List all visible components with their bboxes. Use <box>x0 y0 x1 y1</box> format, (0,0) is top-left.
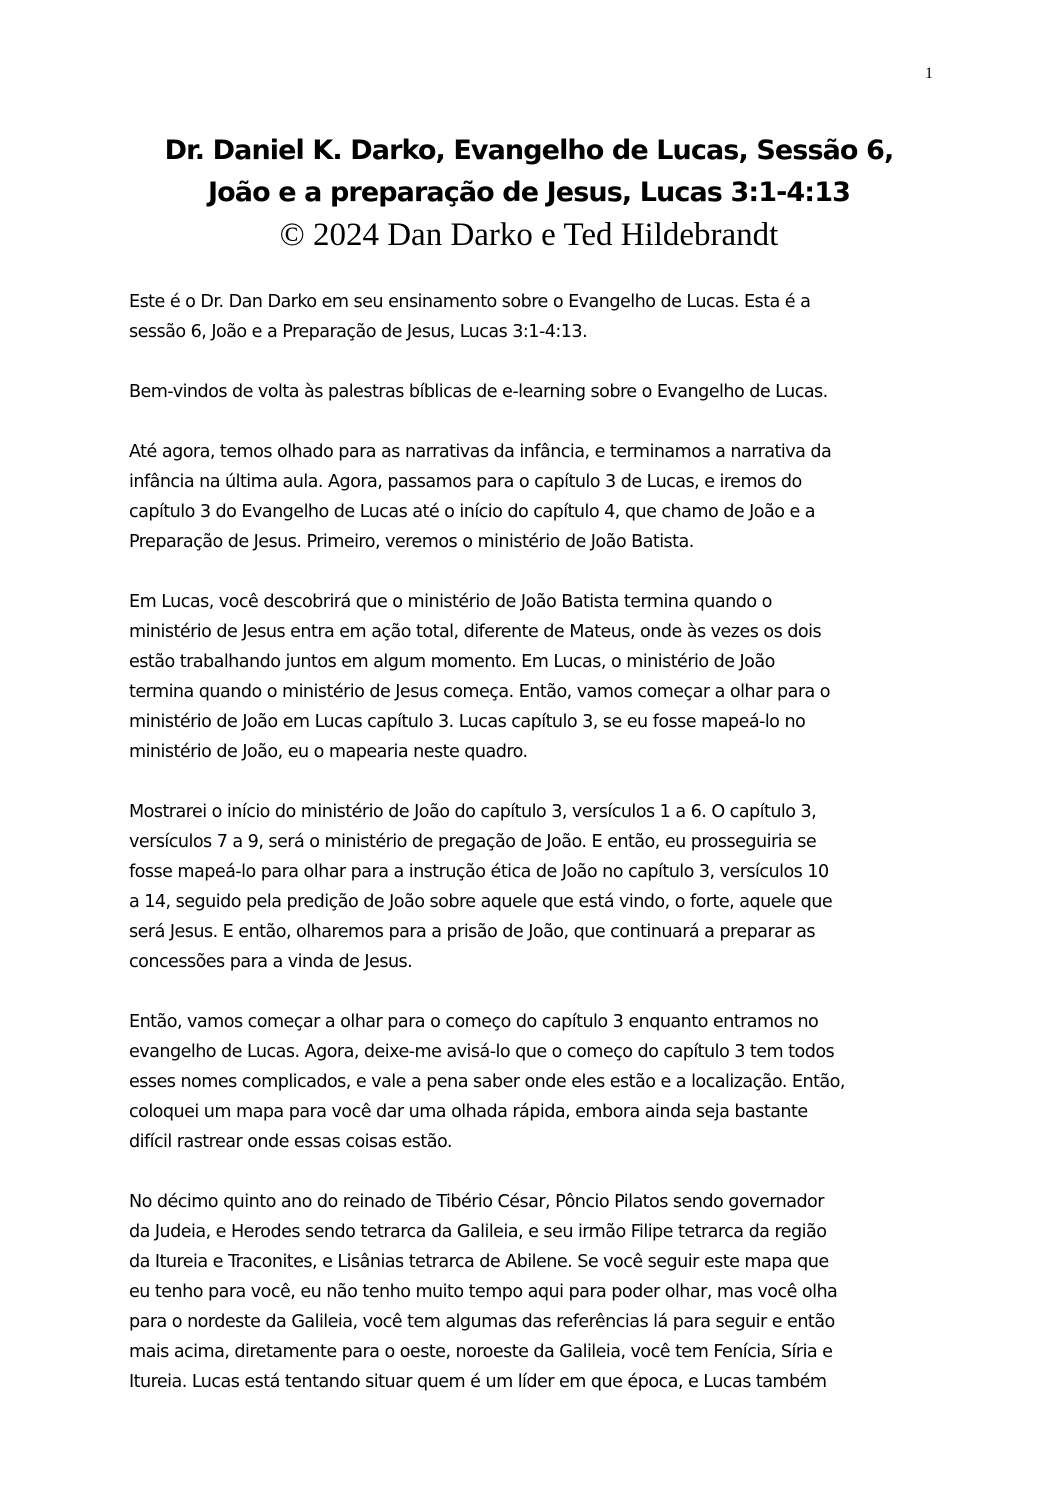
title-block <box>100 130 958 256</box>
paragraph-line: No décimo quinto ano do reinado de Tibério César, Pôncio Pilatos sendo governador <box>129 1192 824 1212</box>
paragraph-line: será Jesus. E então, olharemos para a prisão de João, que continuará a preparar as <box>129 922 815 942</box>
paragraph-line: versículos 7 a 9, será o ministério de pregação de João. E então, eu prosseguiria se <box>129 832 817 852</box>
paragraph-line: Itureia. Lucas está tentando situar quem é um líder em que época, e Lucas também <box>129 1372 827 1392</box>
paragraph-line: para o nordeste da Galileia, você tem algumas das referências lá para seguir e então <box>129 1312 835 1332</box>
paragraph-line: ministério de João em Lucas capítulo 3. Lucas capítulo 3, se eu fosse mapeá-lo no <box>129 712 806 732</box>
paragraph-line: fosse mapeá-lo para olhar para a instrução ética de João no capítulo 3, versículos 10 <box>129 862 829 882</box>
document-title-line-1: Dr. Daniel K. Darko, Evangelho de Lucas, Sessão 6, <box>164 135 894 166</box>
paragraph-line: sessão 6, João e a Preparação de Jesus, Lucas 3:1-4:13. <box>129 322 588 342</box>
paragraph-line: ministério de João, eu o mapearia neste quadro. <box>129 742 528 762</box>
paragraph-line: Até agora, temos olhado para as narrativas da infância, e terminamos a narrativa da <box>129 442 832 462</box>
paragraph-line: Então, vamos começar a olhar para o começo do capítulo 3 enquanto entramos no <box>129 1012 819 1032</box>
paragraph-line: capítulo 3 do Evangelho de Lucas até o início do capítulo 4, que chamo de João e a <box>129 502 816 522</box>
copyright-notice: © 2024 Dan Darko e Ted Hildebrandt <box>279 217 779 253</box>
paragraph-line: a 14, seguido pela predição de João sobre aquele que está vindo, o forte, aquele que <box>129 892 833 912</box>
paragraph-chapter-outline <box>129 797 934 977</box>
paragraph-childhood-narratives <box>129 437 934 557</box>
paragraph-line: Em Lucas, você descobrirá que o ministério de João Batista termina quando o <box>129 592 772 612</box>
paragraph-line: ministério de Jesus entra em ação total, diferente de Mateus, onde às vezes os dois <box>129 622 822 642</box>
paragraph-chapter-3-start <box>129 1007 934 1157</box>
paragraph-line: termina quando o ministério de Jesus começa. Então, vamos começar a olhar para o <box>129 682 831 702</box>
paragraph-line: evangelho de Lucas. Agora, deixe-me avisá-lo que o começo do capítulo 3 tem todos <box>129 1042 835 1062</box>
paragraph-rulers <box>129 1187 934 1397</box>
paragraph-line: concessões para a vinda de Jesus. <box>129 952 413 972</box>
paragraph-john-ministry <box>129 587 934 767</box>
document-title-line-2: João e a preparação de Jesus, Lucas 3:1-4:13 <box>208 177 850 208</box>
paragraph-line: Este é o Dr. Dan Darko em seu ensinamento sobre o Evangelho de Lucas. Esta é a <box>129 292 811 312</box>
paragraph-line: infância na última aula. Agora, passamos para o capítulo 3 de Lucas, e iremos do <box>129 472 802 492</box>
paragraph-line: da Itureia e Traconites, e Lisânias tetrarca de Abilene. Se você seguir este mapa que <box>129 1252 829 1272</box>
paragraph-line: esses nomes complicados, e vale a pena saber onde eles estão e a localização. Então, <box>129 1072 845 1092</box>
paragraph-line: da Judeia, e Herodes sendo tetrarca da Galileia, e seu irmão Filipe tetrarca da região <box>129 1222 827 1242</box>
paragraph-line: eu tenho para você, eu não tenho muito tempo aqui para poder olhar, mas você olha <box>129 1282 838 1302</box>
paragraph-intro <box>129 287 934 347</box>
document-body <box>129 287 934 1427</box>
paragraph-line: Mostrarei o início do ministério de João do capítulo 3, versículos 1 a 6. O capítulo 3, <box>129 802 817 822</box>
paragraph-line: coloquei um mapa para você dar uma olhada rápida, embora ainda seja bastante <box>129 1102 808 1122</box>
paragraph-welcome <box>129 377 934 407</box>
paragraph-line: estão trabalhando juntos em algum momento. Em Lucas, o ministério de João <box>129 652 775 672</box>
paragraph-line: Bem-vindos de volta às palestras bíblicas de e-learning sobre o Evangelho de Lucas. <box>129 382 828 402</box>
page-number: 1 <box>925 65 933 82</box>
paragraph-line: mais acima, diretamente para o oeste, noroeste da Galileia, você tem Fenícia, Síria e <box>129 1342 833 1362</box>
paragraph-line: Preparação de Jesus. Primeiro, veremos o ministério de João Batista. <box>129 532 694 552</box>
paragraph-line: difícil rastrear onde essas coisas estão. <box>129 1132 452 1152</box>
